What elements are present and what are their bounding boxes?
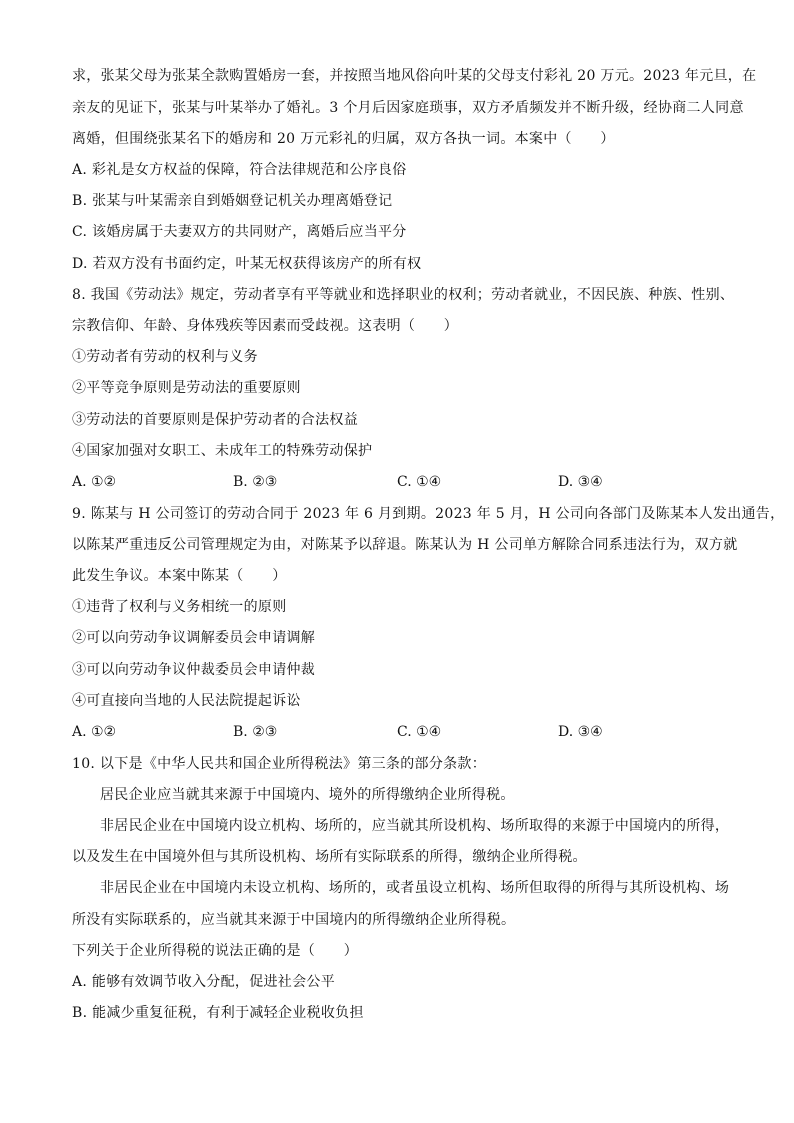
q9-line-3: 此发生争议。本案中陈某（ ） [72, 568, 287, 584]
q8-line-2: 宗教信仰、年龄、身体残疾等因素而受歧视。这表明（ ） [72, 318, 459, 334]
q7-option-b: B. 张某与叶某需亲自到婚姻登记机关办理离婚登记 [72, 193, 393, 209]
q10-clause-2-line-2: 以及发生在中国境外但与其所设机构、场所有实际联系的所得，缴纳企业所得税。 [72, 849, 587, 865]
q10-stem: 下列关于企业所得税的说法正确的是（ ） [72, 943, 358, 959]
q10-option-a: A. 能够有效调节收入分配，促进社会公平 [72, 974, 336, 990]
q9-choice-a: A. ①② [72, 724, 117, 740]
q7-option-d: D. 若双方没有书面约定，叶某无权获得该房产的所有权 [72, 256, 422, 272]
q8-statement-2: ②平等竞争原则是劳动法的重要原则 [72, 380, 301, 396]
q8-choice-b: B. ②③ [233, 474, 278, 490]
q7-option-a: A. 彩礼是女方权益的保障，符合法律规范和公序良俗 [72, 162, 407, 178]
q10-option-b: B. 能减少重复征税，有利于减轻企业税收负担 [72, 1005, 364, 1021]
q10-intro: 10. 以下是《中华人民共和国企业所得税法》第三条的部分条款： [72, 756, 487, 772]
q10-clause-2-line-1: 非居民企业在中国境内设立机构、场所的，应当就其所设机构、场所取得的来源于中国境内的所得， [100, 818, 730, 834]
q9-line-1: 9. 陈某与 H 公司签订的劳动合同于 2023 年 6 月到期。2023 年 5 月，H 公司向各部门及陈某本人发出通告， [72, 506, 785, 522]
q7-line-3: 离婚，但围绕张某名下的婚房和 20 万元彩礼的归属，双方各执一词。本案中（ ） [72, 131, 615, 147]
q10-clause-3-line-1: 非居民企业在中国境内未设立机构、场所的，或者虽设立机构、场所但取得的所得与其所设机构、场 [100, 880, 730, 896]
q10-clause-1: 居民企业应当就其来源于中国境内、境外的所得缴纳企业所得税。 [100, 787, 515, 803]
q7-line-2: 亲友的见证下，张某与叶某举办了婚礼。3 个月后因家庭琐事，双方矛盾频发并不断升级，经协商二人同意 [72, 100, 744, 116]
q9-statement-1: ①违背了权利与义务相统一的原则 [72, 599, 287, 615]
q9-statement-2: ②可以向劳动争议调解委员会申请调解 [72, 630, 316, 646]
q8-choice-c: C. ①④ [397, 474, 442, 490]
q9-line-2: 以陈某严重违反公司管理规定为由，对陈某予以辞退。陈某认为 H 公司单方解除合同系违法行为，双方就 [72, 537, 738, 553]
q10-clause-3-line-2: 所没有实际联系的，应当就其来源于中国境内的所得缴纳企业所得税。 [72, 912, 516, 928]
q8-choice-a: A. ①② [72, 474, 117, 490]
q8-choice-d: D. ③④ [558, 474, 603, 490]
q9-statement-4: ④可直接向当地的人民法院提起诉讼 [72, 693, 301, 709]
q9-choice-c: C. ①④ [397, 724, 442, 740]
q7-option-c: C. 该婚房属于夫妻双方的共同财产，离婚后应当平分 [72, 224, 407, 240]
q7-line-1: 求，张某父母为张某全款购置婚房一套，并按照当地风俗向叶某的父母支付彩礼 20 万元。2023 年元旦，在 [72, 68, 757, 84]
q9-choice-b: B. ②③ [233, 724, 278, 740]
q8-statement-4: ④国家加强对女职工、未成年工的特殊劳动保护 [72, 443, 373, 459]
q8-statement-3: ③劳动法的首要原则是保护劳动者的合法权益 [72, 412, 358, 428]
q8-line-1: 8. 我国《劳动法》规定，劳动者享有平等就业和选择职业的权利；劳动者就业，不因民族、种族、性别、 [72, 287, 735, 303]
q9-statement-3: ③可以向劳动争议仲裁委员会申请仲裁 [72, 662, 316, 678]
q8-statement-1: ①劳动者有劳动的权利与义务 [72, 349, 258, 365]
q9-choice-d: D. ③④ [558, 724, 603, 740]
